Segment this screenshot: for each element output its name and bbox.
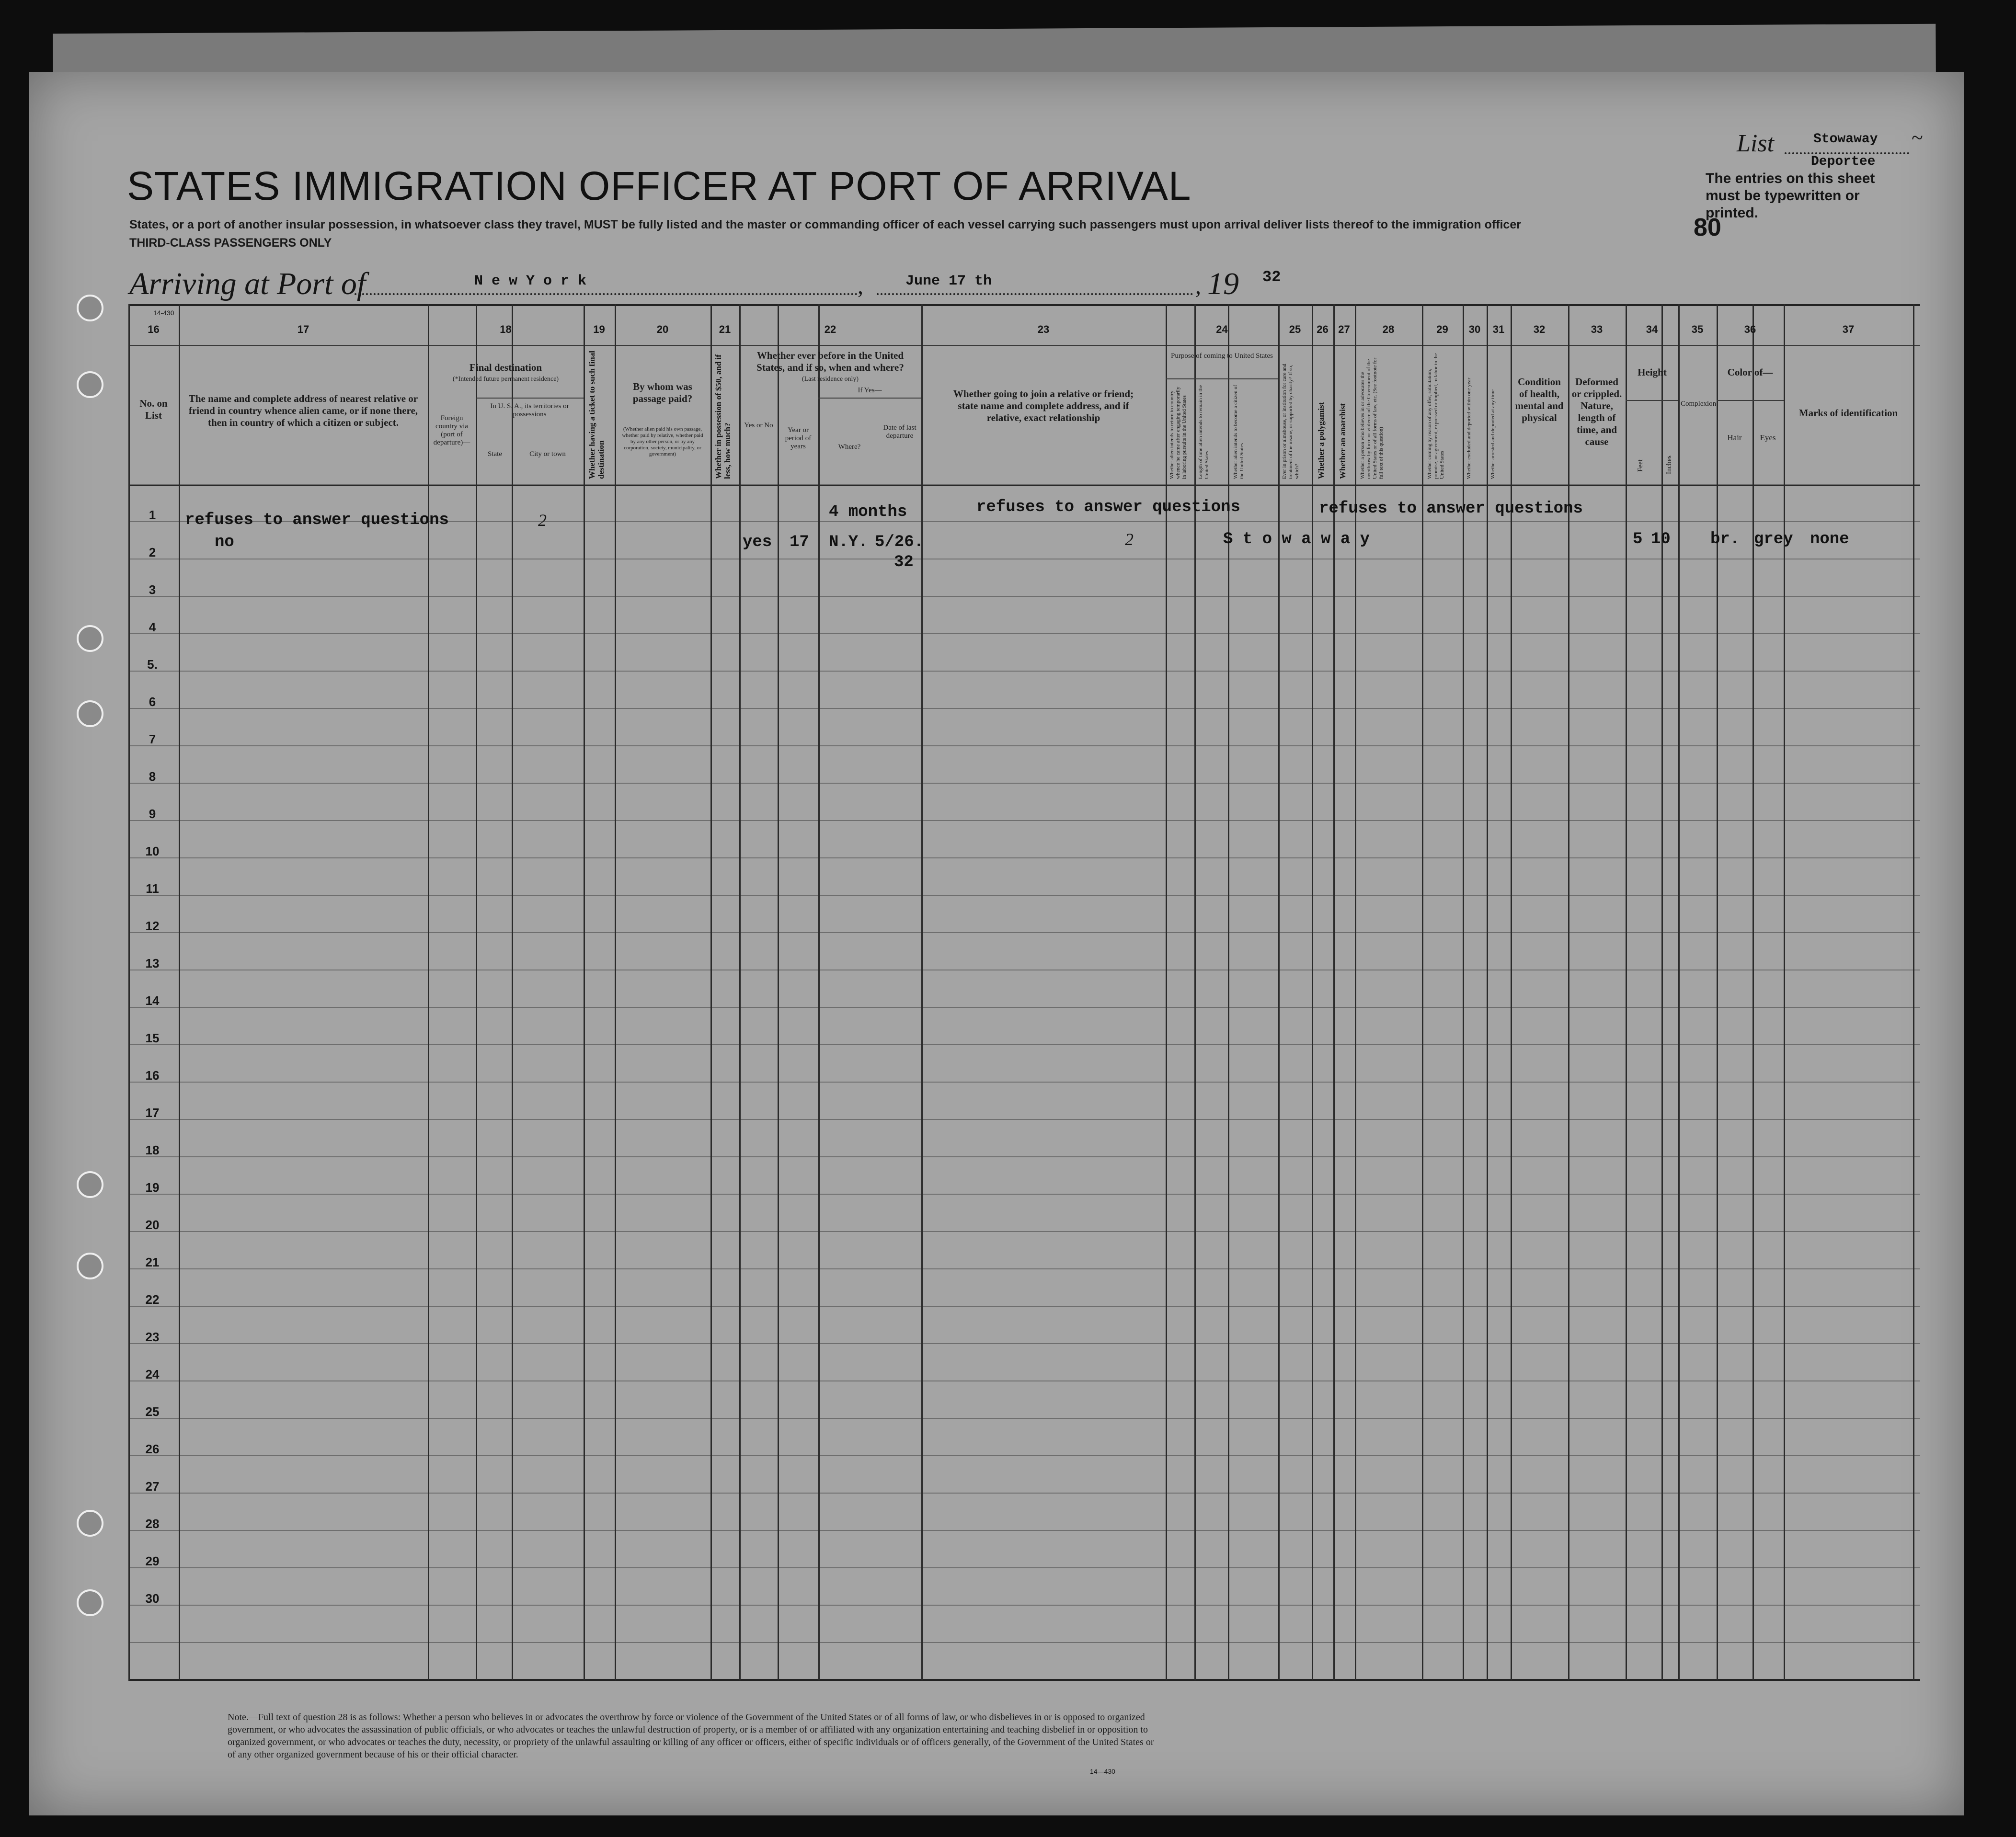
class-line: THIRD-CLASS PASSENGERS ONLY — [129, 236, 332, 250]
colnum-36: 36 — [1744, 323, 1756, 335]
colnum-18: 18 — [500, 323, 512, 335]
entry-join-mark: 2 — [1125, 530, 1134, 549]
header-arrested: Whether arrested and deported at any time — [1490, 389, 1496, 479]
row-number: 2 — [149, 545, 156, 559]
col-divider — [1717, 304, 1718, 1680]
binder-hole — [77, 1171, 103, 1198]
header-if-yes: If Yes— — [858, 387, 882, 394]
row-number: 25 — [145, 1404, 160, 1419]
colnum-32: 32 — [1533, 323, 1546, 335]
header-overthrow: Whether a person who believes in or advocates the overthrow by force or violence of the Government of the United States or of all forms of law, etc. (See footnote for full text of this question) — [1360, 357, 1384, 479]
header-excluded: Whether excluded and deported within one year — [1466, 377, 1472, 479]
row-rule — [128, 1268, 1920, 1269]
row-rule — [128, 820, 1920, 821]
header-state: State — [488, 450, 502, 458]
col-divider — [818, 304, 820, 1680]
row-number: 23 — [145, 1330, 160, 1344]
row-number: 16 — [145, 1068, 160, 1083]
header-anarchist: Whether an anarchist — [1338, 403, 1347, 479]
header-feet: Feet — [1637, 459, 1644, 472]
row-rule — [128, 1156, 1920, 1157]
colnum-20: 20 — [656, 323, 669, 335]
header-complexion: Complexion — [1681, 400, 1717, 408]
comma: , — [858, 274, 863, 299]
row-number: 18 — [145, 1143, 160, 1157]
colnum-19: 19 — [593, 323, 605, 335]
entry-before-date-year: 32 — [894, 553, 914, 571]
sheet-note: The entries on this sheet must be typewritten or printed. — [1706, 171, 1875, 221]
header-eyes: Eyes — [1760, 433, 1776, 442]
row-number: 28 — [145, 1517, 160, 1531]
row-rule — [128, 1044, 1920, 1045]
col-divider — [739, 304, 741, 1680]
col-divider — [512, 304, 513, 1680]
entry-destination-mark: 2 — [538, 511, 547, 530]
list-label: List — [1737, 130, 1775, 157]
header-color-of: Color of— — [1727, 366, 1773, 378]
colnum-23: 23 — [1037, 323, 1050, 335]
row-number: 26 — [145, 1442, 160, 1456]
port-value: N e w Y o r k — [474, 273, 587, 289]
col-divider — [584, 304, 585, 1680]
row-number: 17 — [145, 1106, 160, 1120]
header-date-last-departure: Date of last departure — [883, 424, 916, 440]
colnum-35: 35 — [1691, 323, 1704, 335]
header-prison-almshouse: Ever in prison or almshouse, or institution for care and treatment of the insane, or supported by charity? If so, which? — [1282, 364, 1300, 479]
row-rule — [128, 1306, 1920, 1307]
header-intends-citizen: Whether alien intends to become a citizen of the United States — [1233, 385, 1245, 479]
header-no-on-list: No. on List — [139, 398, 168, 421]
header-offer-labor: Whether coming by reason of any offer, solicitation, promise, or agreement, expressed or implied, to labor in the United States — [1427, 353, 1445, 479]
header-final-destination-note: (*Intended future permanent residence) — [452, 376, 559, 383]
row-rule — [128, 1007, 1920, 1008]
arriving-label: Arriving at Port of — [129, 266, 366, 301]
row-number: 12 — [145, 919, 160, 933]
row-rule — [128, 1231, 1920, 1232]
row-number: 24 — [145, 1367, 160, 1381]
colnum-27: 27 — [1338, 323, 1350, 335]
header-length-of-stay: Length of time alien intends to remain in the United States — [1198, 385, 1210, 479]
row-rule — [128, 1343, 1920, 1344]
header-foreign-country: Foreign country via (port of departure)— — [433, 414, 470, 446]
row-rule — [128, 783, 1920, 784]
entry-before-months: 4 months — [829, 503, 907, 521]
row-number: 6 — [149, 695, 156, 709]
row-rule — [128, 671, 1920, 672]
row-number: 7 — [149, 732, 156, 746]
header-rule-top — [128, 304, 1920, 306]
footer-code: 14—430 — [1090, 1768, 1115, 1775]
row-number: 10 — [145, 844, 160, 858]
colnum-17: 17 — [297, 323, 309, 335]
colnum-24: 24 — [1216, 323, 1228, 335]
date-underline — [877, 293, 1193, 295]
header-nearest-relative: The name and complete address of nearest relative or friend in country whence alien came, or if none there, then in country of which a citizen or subject. — [188, 393, 418, 428]
subhead-rule — [818, 398, 921, 399]
entry-height-feet: 5 — [1633, 530, 1643, 548]
list-value: Stowaway — [1813, 132, 1878, 147]
entry-eyes: grey — [1754, 530, 1793, 548]
row-number: 8 — [149, 769, 156, 784]
col-divider — [1784, 304, 1785, 1680]
row-rule — [128, 1567, 1920, 1568]
col-divider — [1678, 304, 1680, 1680]
entry-hair: br. — [1710, 530, 1740, 548]
col-divider — [1661, 304, 1663, 1680]
footnote: Note.—Full text of question 28 is as follows: Whether a person who believes in or advocates the overthrow by force or violence of the Government of the United States or of all forms of law, or who disbelieves in or is opposed to organized government, or who advocates the assassination of public officials, or who advocates or teaches the unlawful destruction of property, or is a member of or affiliated with any organization entertaining and teaching disbelief in or opposition to organized government, or who advocates or teaches the duty, necessity, or propriety of the unlawful assaulting or killing of any officer or officers, either of specific individuals or of officers generally, of the Government of the United States or of any other organized government because of his or their official character. — [228, 1712, 1154, 1760]
row-number: 15 — [145, 1031, 160, 1045]
row-rule — [128, 895, 1920, 896]
header-marks: Marks of identification — [1798, 407, 1898, 419]
entry-relative-refuses: refuses to answer questions — [185, 511, 449, 529]
row-number: 22 — [145, 1292, 160, 1307]
colnum-28: 28 — [1382, 323, 1395, 335]
subhead-rule — [476, 398, 584, 399]
port-underline — [355, 293, 858, 295]
entry-purpose-stowaway: S t o w a w a y — [1223, 530, 1370, 548]
col-divider — [179, 304, 180, 1680]
colnum-22: 22 — [824, 323, 836, 335]
colnum-34: 34 — [1646, 323, 1658, 335]
header-intends-return: Whether alien intends to return to country whence he came after engaging temporarily in laboring pursuits in the United States — [1169, 387, 1187, 479]
colnum-29: 29 — [1436, 323, 1448, 335]
binder-hole — [77, 371, 103, 398]
colnum-30: 30 — [1468, 323, 1481, 335]
entry-join-refuses: refuses to answer questions — [976, 498, 1240, 516]
header-inches: Inches — [1665, 455, 1673, 474]
row-number: 27 — [145, 1479, 160, 1494]
header-possession-50: Whether in possession of $50, and if less, how much? — [714, 354, 732, 479]
row-rule — [128, 1605, 1920, 1606]
col-divider — [1312, 304, 1313, 1680]
colnum-31: 31 — [1492, 323, 1505, 335]
col-divider — [1278, 304, 1280, 1680]
table-rule-bottom — [128, 1679, 1920, 1681]
colnum-37: 37 — [1842, 323, 1855, 335]
row-number: 14 — [145, 993, 160, 1008]
colnum-25: 25 — [1289, 323, 1301, 335]
comma: , — [1195, 274, 1201, 299]
binder-hole — [77, 625, 103, 652]
header-health: Condition of health, mental and physical — [1515, 376, 1564, 423]
subhead-rule — [1626, 400, 1678, 401]
header-purpose: Purpose of coming to United States — [1171, 352, 1273, 360]
entry-height-inches: 10 — [1651, 530, 1671, 548]
binder-hole — [77, 1253, 103, 1279]
binder-hole — [77, 1589, 103, 1616]
row-rule — [128, 1642, 1920, 1643]
header-yes-or-no: Yes or No — [744, 422, 773, 429]
colnum-rule — [128, 345, 1920, 346]
colnum-16: 16 — [148, 323, 160, 335]
row-number: 5. — [147, 657, 158, 672]
col-divider — [615, 304, 616, 1680]
subhead-rule — [1717, 400, 1784, 401]
year-prefix: 19 — [1207, 266, 1239, 301]
entry-before-yes: yes — [743, 533, 772, 551]
row-rule — [128, 596, 1920, 597]
manifest-form — [128, 304, 1920, 1680]
entry-prison-refuses: refuses to answer questions — [1319, 500, 1583, 518]
col-divider — [1626, 304, 1627, 1680]
col-divider — [710, 304, 712, 1680]
entry-marks: none — [1810, 530, 1849, 548]
header-polygamist: Whether a polygamist — [1317, 402, 1326, 479]
binder-hole — [77, 295, 103, 321]
row-rule — [128, 745, 1920, 746]
row-rule — [128, 633, 1920, 634]
col-divider — [921, 304, 923, 1680]
header-final-destination: Final destination — [469, 362, 542, 373]
binder-hole — [77, 700, 103, 727]
colnum-26: 26 — [1317, 323, 1329, 335]
header-in-usa: In U. S. A., its territories or possessions — [490, 402, 569, 418]
col-divider — [1913, 304, 1914, 1680]
header-height: Height — [1638, 366, 1667, 378]
row-rule — [128, 1082, 1920, 1083]
row-number: 21 — [145, 1255, 160, 1269]
header-where: Where? — [838, 443, 861, 451]
row-rule — [128, 932, 1920, 933]
header-city-or-town: City or town — [529, 450, 566, 458]
row-number: 1 — [149, 508, 156, 522]
page-number: 80 — [1694, 214, 1721, 241]
row-rule — [128, 1194, 1920, 1195]
row-rule — [128, 1455, 1920, 1456]
form-code: 14-430 — [153, 309, 174, 317]
col-divider — [778, 304, 779, 1680]
page-title: STATES IMMIGRATION OFFICER AT PORT OF ARRIVAL — [127, 163, 1191, 208]
row-rule — [128, 484, 1920, 485]
header-last-residence: (Last residence only) — [802, 376, 859, 383]
row-number: 20 — [145, 1218, 160, 1232]
row-rule — [128, 857, 1920, 858]
header-ticket: Whether having a ticket to such final destination — [587, 351, 606, 479]
col-divider — [476, 304, 477, 1680]
row-number: 13 — [145, 956, 160, 970]
header-ever-before: Whether ever before in the United States, and if so, when and where? — [756, 350, 904, 373]
dash-mark: ~ — [1912, 126, 1923, 149]
colnum-21: 21 — [719, 323, 731, 335]
subhead-rule — [1166, 378, 1278, 379]
row-rule — [128, 708, 1920, 709]
row-rule — [128, 1418, 1920, 1419]
row-number: 30 — [145, 1591, 160, 1606]
entry-before-date: 5/26. — [875, 533, 924, 551]
date-value: June 17 th — [905, 273, 992, 289]
header-join-relative: Whether going to join a relative or friend; state name and complete address, and if relative, exact relationship — [953, 388, 1134, 423]
header-passage-paid-note: (Whether alien paid his own passage, whether paid by relative, whether paid by any other person, or by any corporation, society, municipality, or government) — [622, 426, 703, 457]
header-deformed: Deformed or crippled. Nature, length of time, and cause — [1571, 376, 1622, 447]
row-number: 29 — [145, 1554, 160, 1568]
header-year-period: Year or period of years — [785, 426, 812, 450]
col-divider — [428, 304, 429, 1680]
row-number: 4 — [149, 620, 156, 634]
year-suffix: 32 — [1262, 268, 1281, 286]
colnum-33: 33 — [1591, 323, 1603, 335]
row-number: 3 — [149, 582, 156, 597]
instruction-line: States, or a port of another insular possession, in whatsoever class they travel, MUST be fully listed and the master or commanding officer of each vessel carrying such passengers must upon arrival deliver lists thereof to the immigration officer — [129, 218, 1521, 231]
header-hair: Hair — [1727, 433, 1742, 442]
binder-hole — [77, 1510, 103, 1537]
row-rule — [128, 1530, 1920, 1531]
row-rule — [128, 1493, 1920, 1494]
row-number: 11 — [146, 881, 159, 896]
entry-before-where: N.Y. — [829, 533, 868, 551]
list-value-2: Deportee — [1811, 154, 1876, 169]
row-number: 9 — [149, 807, 156, 821]
entry-relative-no: no — [215, 533, 234, 551]
row-rule — [128, 1119, 1920, 1120]
row-number: 19 — [145, 1180, 160, 1195]
header-passage-paid: By whom was passage paid? — [632, 381, 693, 404]
col-divider — [1753, 304, 1754, 1680]
entry-before-years: 17 — [790, 533, 809, 551]
